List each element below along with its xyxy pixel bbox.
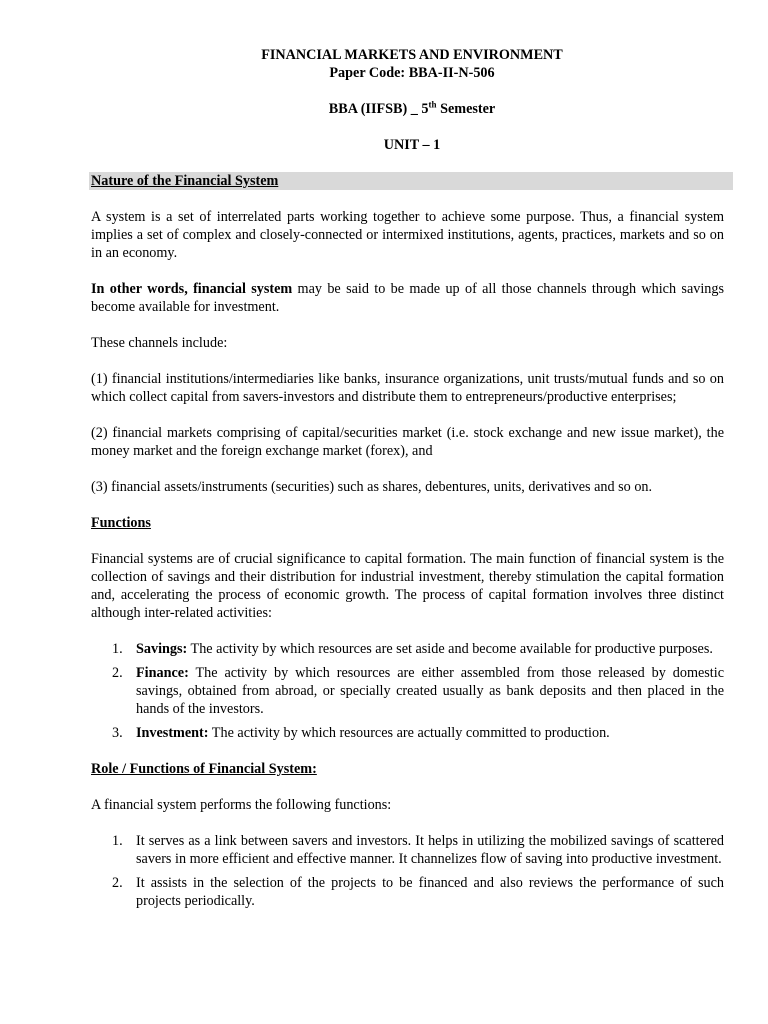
course-title: FINANCIAL MARKETS AND ENVIRONMENT: [261, 47, 563, 63]
program-suffix: Semester: [436, 101, 496, 117]
capital-formation-list: [91, 640, 724, 742]
program-superscript: th: [428, 99, 437, 110]
paragraph-other-words: [91, 280, 724, 316]
list-item-number: 1.: [112, 641, 123, 657]
list-item-text: The activity by which resources are either assembled from those released by domestic savings, obtained from abroad, or specially created usually as bank deposits and then placed in the hands of the investors.: [136, 665, 724, 717]
section-heading-role-functions: Role / Functions of Financial System:: [91, 761, 317, 777]
section-heading-nature: Nature of the Financial System: [89, 172, 733, 190]
document-header: [117, 46, 707, 154]
financial-system-functions-list: [91, 832, 724, 910]
paragraph-channels-intro: These channels include:: [91, 335, 228, 351]
program-semester: [117, 100, 707, 118]
list-item-text: It serves as a link between savers and investors. It helps in utilizing the mobilized savings of scattered savers in more efficient and effective manner. It channelizes flow of saving into productive investment.: [136, 833, 724, 867]
list-item-term: Savings:: [136, 641, 188, 657]
paragraph-other-words-rest: may be said to be made up of all those channels through which savings become available for investment.: [91, 281, 724, 315]
list-item-number: 2.: [112, 665, 123, 681]
list-item-number: 1.: [112, 833, 123, 849]
paragraph-functions-intro: Financial systems are of crucial significance to capital formation. The main function of financial system is the collection of savings and their distribution for industrial investment, thereby stimulation the capital formation and, accelerating the process of economic growth. The process of capital formation involves three distinct although inter-related activities:: [91, 551, 724, 621]
paragraph-channel-3: (3) financial assets/instruments (securities) such as shares, debentures, units, derivatives and so on.: [91, 479, 653, 495]
list-item-number: 3.: [112, 725, 123, 741]
list-item-term: Investment:: [136, 725, 209, 741]
list-item-text: The activity by which resources are set aside and become available for productive purposes.: [187, 641, 713, 657]
list-item: [91, 640, 724, 658]
program-prefix: BBA (IIFSB) _ 5: [328, 101, 429, 117]
paragraph-system-definition: A system is a set of interrelated parts working together to achieve some purpose. Thus, a financial system implies a set of complex and closely-connected or intermixed institutions, agents, practices, markets and so on in an economy.: [91, 209, 724, 261]
section-heading-functions: Functions: [91, 515, 151, 531]
list-item: [91, 724, 724, 742]
paper-code: Paper Code: BBA-II-N-506: [329, 65, 495, 81]
paragraph-channel-1: (1) financial institutions/intermediaries like banks, insurance organizations, unit trusts/mutual funds and so on which collect capital from savers-investors and distribute them to entrepreneurs/productive enterprises;: [91, 371, 724, 405]
paragraph-channel-2: (2) financial markets comprising of capital/securities market (i.e. stock exchange and new issue market), the money market and the foreign exchange market (forex), and: [91, 425, 724, 459]
list-item-number: 2.: [112, 875, 123, 891]
list-item-text: The activity by which resources are actually committed to production.: [208, 725, 610, 741]
list-item: [91, 664, 724, 718]
unit-label: UNIT – 1: [383, 137, 441, 153]
list-item: [91, 874, 724, 910]
list-item: [91, 832, 724, 868]
list-item-text: It assists in the selection of the projects to be financed and also reviews the performance of such projects periodically.: [136, 875, 724, 909]
paragraph-role-intro: A financial system performs the following functions:: [91, 797, 392, 813]
list-item-term: Finance:: [136, 665, 189, 681]
paragraph-other-words-bold: In other words, financial system: [91, 281, 293, 297]
